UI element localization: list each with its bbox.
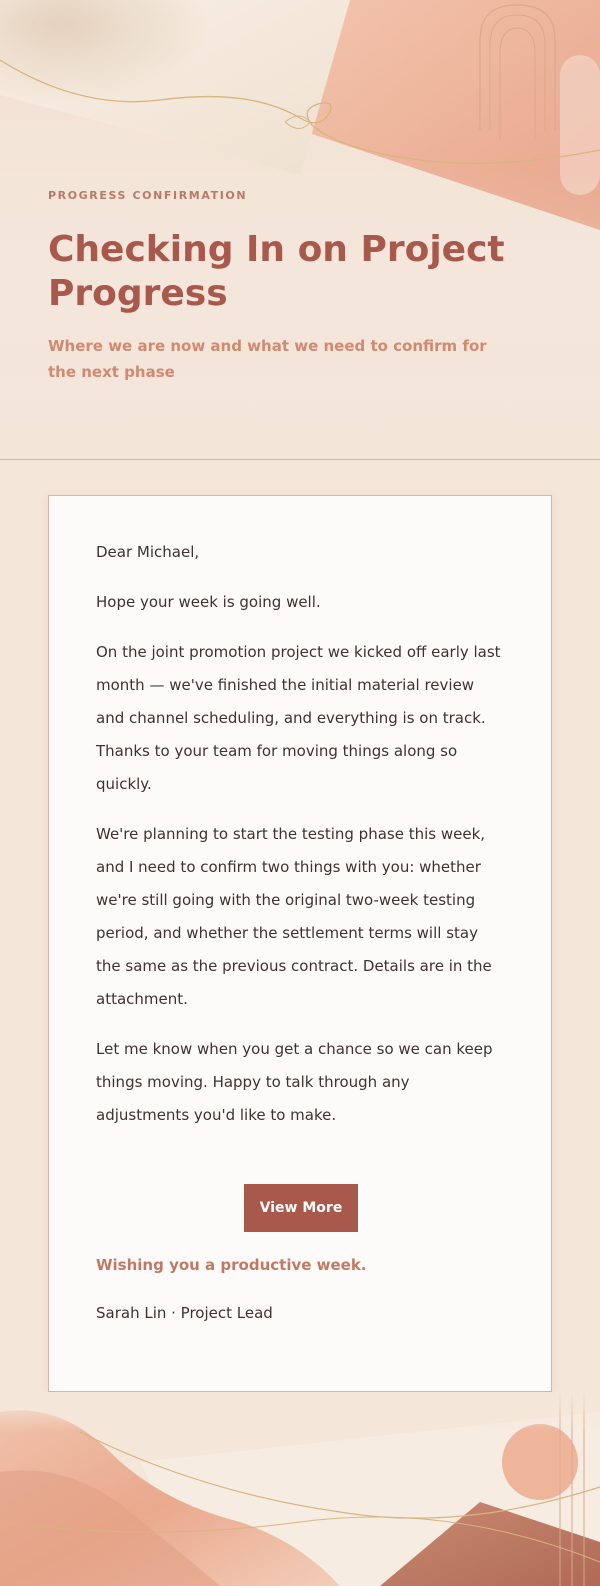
page-subtitle: Where we are now and what we need to confirm for the next phase	[48, 337, 487, 381]
letter-paragraph: On the joint promotion project we kicked off early last month — we've finished the initial material review and channel scheduling, and everything is on track. Thanks to your team for moving things along so quickly.	[96, 643, 501, 793]
letter-paragraph: Hope your week is going well.	[96, 593, 321, 611]
eyebrow-label: PROGRESS CONFIRMATION	[48, 189, 248, 202]
greeting: Dear Michael,	[96, 543, 200, 561]
letter-paragraph: Let me know when you get a chance so we can keep things moving. Happy to talk through any adjustments you'd like to make.	[96, 1040, 493, 1124]
closing-line: Wishing you a productive week.	[96, 1256, 367, 1274]
email-header	[0, 0, 600, 460]
view-more-button[interactable]: View More	[244, 1184, 358, 1232]
page-title: Checking In on Project Progress	[48, 229, 505, 314]
letter-card	[48, 495, 552, 1392]
footer-decoration-art	[0, 1392, 600, 1586]
signature: Sarah Lin · Project Lead	[96, 1304, 273, 1322]
letter-paragraph: We're planning to start the testing phase this week, and I need to confirm two things with you: whether we're still going with the original two-week testing period, and whether the settlement terms will stay the same as the previous contract. Details are in the attachment.	[96, 825, 492, 1008]
cta-container	[49, 1184, 553, 1232]
footer-decoration	[0, 1392, 600, 1586]
letter-body	[96, 536, 506, 1149]
header-divider	[0, 459, 600, 460]
